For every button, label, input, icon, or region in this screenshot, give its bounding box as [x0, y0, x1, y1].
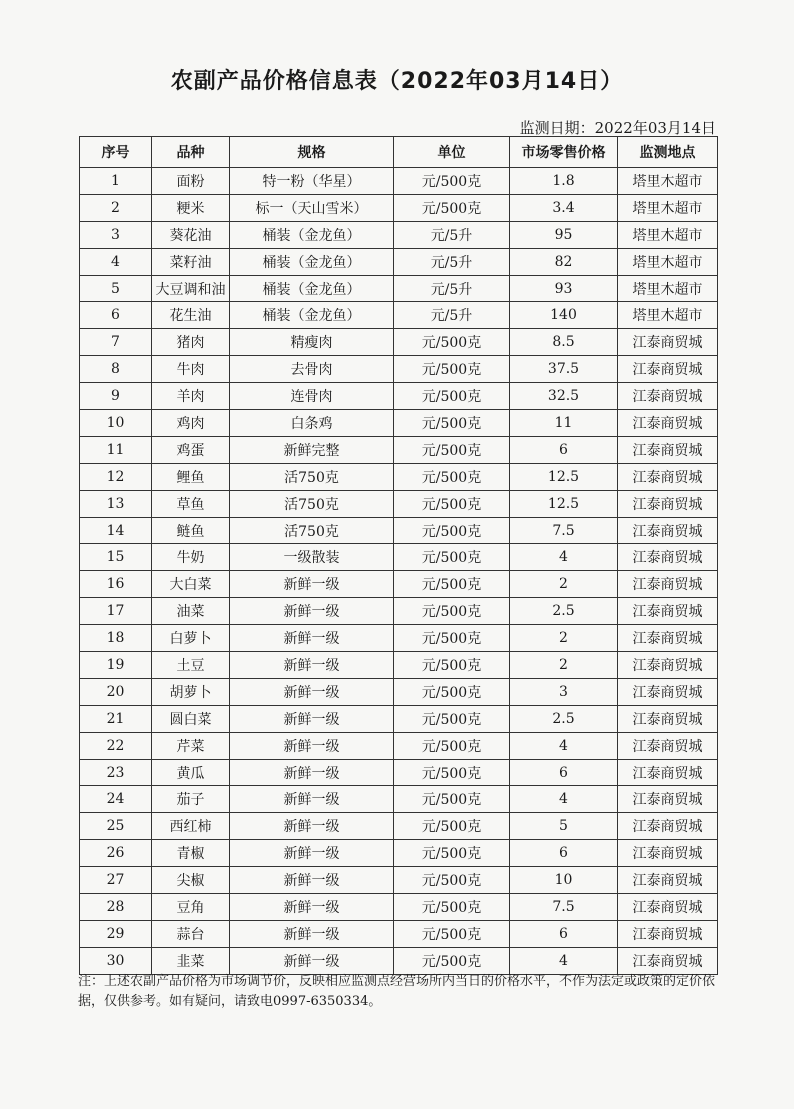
cell-price: 2	[510, 652, 618, 679]
cell-location: 江泰商贸城	[618, 732, 718, 759]
cell-variety: 牛肉	[152, 356, 230, 383]
cell-index: 9	[80, 383, 152, 410]
cell-price: 8.5	[510, 329, 618, 356]
cell-location: 塔里木超市	[618, 168, 718, 195]
page-title: 农副产品价格信息表（2022年03月14日）	[170, 69, 624, 94]
cell-unit: 元/500克	[394, 920, 510, 947]
cell-spec: 新鲜一级	[230, 894, 394, 921]
cell-index: 23	[80, 759, 152, 786]
cell-spec: 连骨肉	[230, 383, 394, 410]
cell-location: 江泰商贸城	[618, 383, 718, 410]
cell-price: 7.5	[510, 894, 618, 921]
cell-spec: 桶装（金龙鱼）	[230, 302, 394, 329]
cell-price: 3	[510, 678, 618, 705]
cell-price: 7.5	[510, 517, 618, 544]
cell-location: 塔里木超市	[618, 221, 718, 248]
cell-unit: 元/500克	[394, 544, 510, 571]
cell-unit: 元/500克	[394, 759, 510, 786]
cell-variety: 面粉	[152, 168, 230, 195]
cell-index: 17	[80, 598, 152, 625]
cell-price: 32.5	[510, 383, 618, 410]
table-body	[80, 168, 718, 975]
cell-spec: 特一粉（华星）	[230, 168, 394, 195]
header-location: 监测地点	[618, 137, 718, 168]
cell-spec: 精瘦肉	[230, 329, 394, 356]
cell-price: 6	[510, 840, 618, 867]
cell-unit: 元/500克	[394, 329, 510, 356]
cell-location: 塔里木超市	[618, 194, 718, 221]
cell-price: 10	[510, 867, 618, 894]
cell-variety: 尖椒	[152, 867, 230, 894]
cell-price: 140	[510, 302, 618, 329]
cell-index: 20	[80, 678, 152, 705]
cell-unit: 元/500克	[394, 894, 510, 921]
table-row	[80, 920, 718, 947]
table-row	[80, 490, 718, 517]
cell-variety: 鲢鱼	[152, 517, 230, 544]
cell-variety: 油菜	[152, 598, 230, 625]
cell-spec: 桶装（金龙鱼）	[230, 275, 394, 302]
cell-index: 11	[80, 436, 152, 463]
table-row	[80, 383, 718, 410]
cell-unit: 元/500克	[394, 840, 510, 867]
cell-price: 12.5	[510, 490, 618, 517]
cell-index: 6	[80, 302, 152, 329]
cell-location: 江泰商贸城	[618, 867, 718, 894]
cell-unit: 元/500克	[394, 732, 510, 759]
cell-unit: 元/500克	[394, 490, 510, 517]
table-row	[80, 678, 718, 705]
cell-spec: 新鲜一级	[230, 867, 394, 894]
header-unit: 单位	[394, 137, 510, 168]
table-row	[80, 732, 718, 759]
cell-variety: 花生油	[152, 302, 230, 329]
cell-unit: 元/500克	[394, 356, 510, 383]
footnote: 注：上述农副产品价格为市场调节价，反映相应监测点经营场所内当日的价格水平，不作为法定或政策的定价依据，仅供参考。如有疑问，请致电0997-6350334。	[78, 974, 716, 1009]
cell-variety: 韭菜	[152, 947, 230, 974]
cell-price: 5	[510, 813, 618, 840]
cell-location: 江泰商贸城	[618, 598, 718, 625]
cell-unit: 元/500克	[394, 947, 510, 974]
cell-price: 2	[510, 571, 618, 598]
cell-variety: 圆白菜	[152, 705, 230, 732]
cell-variety: 鸡肉	[152, 410, 230, 437]
cell-index: 3	[80, 221, 152, 248]
cell-index: 8	[80, 356, 152, 383]
cell-location: 江泰商贸城	[618, 705, 718, 732]
cell-variety: 西红柿	[152, 813, 230, 840]
cell-location: 江泰商贸城	[618, 894, 718, 921]
cell-spec: 新鲜一级	[230, 598, 394, 625]
cell-spec: 去骨肉	[230, 356, 394, 383]
cell-index: 30	[80, 947, 152, 974]
cell-price: 93	[510, 275, 618, 302]
cell-variety: 白萝卜	[152, 625, 230, 652]
cell-spec: 新鲜一级	[230, 947, 394, 974]
cell-variety: 大豆调和油	[152, 275, 230, 302]
cell-variety: 鲤鱼	[152, 463, 230, 490]
cell-spec: 新鲜一级	[230, 732, 394, 759]
cell-spec: 新鲜一级	[230, 840, 394, 867]
cell-location: 江泰商贸城	[618, 840, 718, 867]
cell-index: 28	[80, 894, 152, 921]
cell-unit: 元/500克	[394, 786, 510, 813]
cell-spec: 标一（天山雪米）	[230, 194, 394, 221]
cell-price: 2.5	[510, 598, 618, 625]
header-variety: 品种	[152, 137, 230, 168]
table-row	[80, 275, 718, 302]
cell-price: 11	[510, 410, 618, 437]
cell-location: 江泰商贸城	[618, 329, 718, 356]
cell-unit: 元/500克	[394, 410, 510, 437]
cell-index: 16	[80, 571, 152, 598]
cell-index: 1	[80, 168, 152, 195]
cell-spec: 活750克	[230, 463, 394, 490]
cell-index: 25	[80, 813, 152, 840]
cell-spec: 新鲜一级	[230, 759, 394, 786]
cell-index: 27	[80, 867, 152, 894]
cell-unit: 元/5升	[394, 248, 510, 275]
cell-location: 江泰商贸城	[618, 947, 718, 974]
cell-unit: 元/500克	[394, 571, 510, 598]
cell-location: 江泰商贸城	[618, 678, 718, 705]
cell-price: 4	[510, 732, 618, 759]
cell-index: 4	[80, 248, 152, 275]
cell-index: 22	[80, 732, 152, 759]
table-row	[80, 947, 718, 974]
cell-unit: 元/500克	[394, 383, 510, 410]
cell-index: 13	[80, 490, 152, 517]
cell-variety: 胡萝卜	[152, 678, 230, 705]
cell-variety: 鸡蛋	[152, 436, 230, 463]
cell-variety: 猪肉	[152, 329, 230, 356]
cell-location: 江泰商贸城	[618, 544, 718, 571]
cell-index: 2	[80, 194, 152, 221]
cell-unit: 元/500克	[394, 705, 510, 732]
cell-variety: 芹菜	[152, 732, 230, 759]
cell-unit: 元/500克	[394, 168, 510, 195]
cell-spec: 新鲜一级	[230, 920, 394, 947]
cell-index: 10	[80, 410, 152, 437]
header-index: 序号	[80, 137, 152, 168]
table-row	[80, 652, 718, 679]
table-row	[80, 544, 718, 571]
cell-unit: 元/500克	[394, 625, 510, 652]
cell-price: 2.5	[510, 705, 618, 732]
cell-location: 塔里木超市	[618, 275, 718, 302]
cell-price: 37.5	[510, 356, 618, 383]
cell-location: 江泰商贸城	[618, 786, 718, 813]
cell-unit: 元/500克	[394, 463, 510, 490]
table-row	[80, 840, 718, 867]
cell-price: 95	[510, 221, 618, 248]
table-row	[80, 168, 718, 195]
table-row	[80, 813, 718, 840]
table-row	[80, 759, 718, 786]
cell-location: 江泰商贸城	[618, 517, 718, 544]
cell-price: 3.4	[510, 194, 618, 221]
cell-unit: 元/5升	[394, 221, 510, 248]
cell-location: 江泰商贸城	[618, 410, 718, 437]
cell-location: 塔里木超市	[618, 302, 718, 329]
cell-unit: 元/5升	[394, 275, 510, 302]
cell-unit: 元/500克	[394, 813, 510, 840]
cell-spec: 新鲜一级	[230, 625, 394, 652]
cell-variety: 粳米	[152, 194, 230, 221]
cell-variety: 黄瓜	[152, 759, 230, 786]
cell-location: 江泰商贸城	[618, 759, 718, 786]
cell-variety: 豆角	[152, 894, 230, 921]
cell-location: 江泰商贸城	[618, 652, 718, 679]
table-row	[80, 194, 718, 221]
cell-spec: 新鲜一级	[230, 652, 394, 679]
cell-location: 江泰商贸城	[618, 356, 718, 383]
table-row	[80, 248, 718, 275]
cell-price: 4	[510, 786, 618, 813]
cell-spec: 活750克	[230, 517, 394, 544]
cell-index: 24	[80, 786, 152, 813]
cell-price: 6	[510, 759, 618, 786]
cell-location: 江泰商贸城	[618, 463, 718, 490]
cell-index: 12	[80, 463, 152, 490]
cell-variety: 羊肉	[152, 383, 230, 410]
table-row	[80, 221, 718, 248]
cell-variety: 茄子	[152, 786, 230, 813]
cell-variety: 草鱼	[152, 490, 230, 517]
cell-unit: 元/500克	[394, 194, 510, 221]
cell-index: 19	[80, 652, 152, 679]
cell-index: 21	[80, 705, 152, 732]
monitor-date: 监测日期：2022年03月14日	[519, 119, 716, 137]
table-row	[80, 410, 718, 437]
cell-index: 5	[80, 275, 152, 302]
cell-price: 2	[510, 625, 618, 652]
cell-spec: 新鲜一级	[230, 813, 394, 840]
cell-location: 塔里木超市	[618, 248, 718, 275]
header-spec: 规格	[230, 137, 394, 168]
cell-location: 江泰商贸城	[618, 436, 718, 463]
cell-unit: 元/500克	[394, 678, 510, 705]
cell-variety: 青椒	[152, 840, 230, 867]
cell-unit: 元/500克	[394, 436, 510, 463]
cell-unit: 元/500克	[394, 652, 510, 679]
price-table	[79, 136, 718, 975]
cell-unit: 元/500克	[394, 517, 510, 544]
cell-spec: 活750克	[230, 490, 394, 517]
cell-spec: 桶装（金龙鱼）	[230, 248, 394, 275]
cell-price: 6	[510, 920, 618, 947]
cell-variety: 蒜台	[152, 920, 230, 947]
cell-variety: 大白菜	[152, 571, 230, 598]
table-row	[80, 463, 718, 490]
cell-spec: 新鲜一级	[230, 786, 394, 813]
cell-price: 6	[510, 436, 618, 463]
cell-index: 14	[80, 517, 152, 544]
cell-index: 7	[80, 329, 152, 356]
cell-spec: 新鲜一级	[230, 571, 394, 598]
cell-spec: 新鲜完整	[230, 436, 394, 463]
cell-price: 1.8	[510, 168, 618, 195]
table-row	[80, 356, 718, 383]
cell-unit: 元/500克	[394, 867, 510, 894]
cell-price: 82	[510, 248, 618, 275]
cell-variety: 土豆	[152, 652, 230, 679]
table-row	[80, 571, 718, 598]
table-row	[80, 705, 718, 732]
cell-location: 江泰商贸城	[618, 625, 718, 652]
table-row	[80, 786, 718, 813]
cell-spec: 桶装（金龙鱼）	[230, 221, 394, 248]
cell-index: 29	[80, 920, 152, 947]
cell-spec: 一级散装	[230, 544, 394, 571]
table-row	[80, 517, 718, 544]
cell-index: 15	[80, 544, 152, 571]
table-header-row	[80, 137, 718, 168]
cell-location: 江泰商贸城	[618, 571, 718, 598]
header-price: 市场零售价格	[510, 137, 618, 168]
cell-unit: 元/5升	[394, 302, 510, 329]
table-row	[80, 329, 718, 356]
cell-index: 26	[80, 840, 152, 867]
cell-variety: 菜籽油	[152, 248, 230, 275]
cell-price: 4	[510, 947, 618, 974]
cell-variety: 葵花油	[152, 221, 230, 248]
table-row	[80, 302, 718, 329]
cell-index: 18	[80, 625, 152, 652]
cell-spec: 新鲜一级	[230, 705, 394, 732]
cell-location: 江泰商贸城	[618, 490, 718, 517]
table-row	[80, 867, 718, 894]
table-row	[80, 436, 718, 463]
table-row	[80, 625, 718, 652]
table-row	[80, 894, 718, 921]
cell-location: 江泰商贸城	[618, 920, 718, 947]
table-row	[80, 598, 718, 625]
cell-spec: 白条鸡	[230, 410, 394, 437]
cell-price: 4	[510, 544, 618, 571]
cell-price: 12.5	[510, 463, 618, 490]
cell-unit: 元/500克	[394, 598, 510, 625]
cell-spec: 新鲜一级	[230, 678, 394, 705]
cell-variety: 牛奶	[152, 544, 230, 571]
cell-location: 江泰商贸城	[618, 813, 718, 840]
